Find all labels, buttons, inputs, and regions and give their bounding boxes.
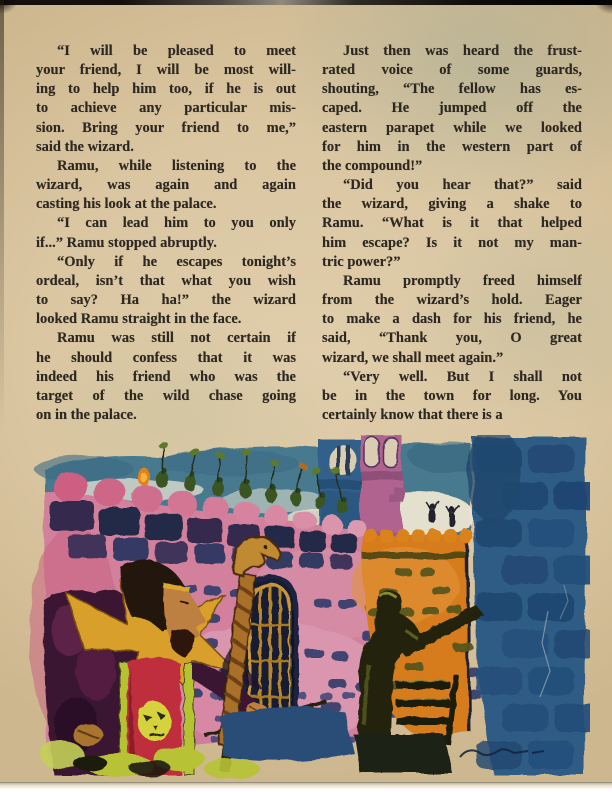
text-line: wizard, was again and again — [36, 177, 296, 194]
text-line: said the wizard. — [36, 138, 134, 155]
text-line: shouting, “The fellow has es- — [322, 81, 582, 98]
story-text-columns — [36, 42, 582, 434]
text-line: the compound!” — [322, 157, 423, 174]
scan-corner-mark-right — [594, 0, 612, 14]
text-line: “Did you hear that?” said — [343, 177, 582, 194]
text-line: to say? Ha ha!” the wizard — [36, 292, 296, 309]
left-column — [36, 42, 296, 434]
text-line: Ramu, while listening to the — [57, 157, 296, 174]
text-line: if...” Ramu stopped abruptly. — [36, 234, 217, 251]
text-line: on in the palace. — [36, 406, 137, 423]
text-line: “Only if he escapes tonight’s — [57, 253, 296, 270]
text-line: looked Ramu straight in the face. — [36, 311, 242, 328]
text-line: be in the town for long. You — [322, 387, 582, 404]
scan-top-edge — [0, 0, 612, 5]
text-line: to make a dash for his friend, he — [322, 311, 582, 328]
text-line: for him in the western part of — [322, 138, 582, 155]
text-line: certainly know that there is a — [322, 406, 503, 423]
text-line: casting his look at the palace. — [36, 196, 217, 213]
story-paragraph — [322, 272, 582, 368]
text-line: Ramu was still not certain if — [57, 330, 296, 347]
story-paragraph — [36, 329, 296, 425]
text-line: your friend, I will be most will- — [36, 62, 296, 79]
text-line: “I will be pleased to meet — [57, 43, 296, 59]
text-line: rated voice of some guards, — [322, 62, 582, 79]
right-column — [322, 42, 582, 434]
text-line: caped. He jumped off the — [322, 100, 582, 117]
text-line: “Very well. But I shall not — [343, 368, 582, 385]
story-paragraph — [36, 214, 296, 252]
text-line: Ramu promptly freed himself — [343, 272, 582, 289]
text-line: he should confess that it was — [36, 349, 296, 366]
text-line: ordeal, isn’t that what you wish — [36, 272, 296, 289]
story-paragraph — [322, 368, 582, 425]
story-paragraph — [322, 176, 582, 272]
story-paragraph — [36, 253, 296, 330]
story-paragraph — [36, 157, 296, 214]
story-paragraph — [36, 42, 296, 157]
text-line: tric power?” — [322, 253, 401, 270]
story-paragraph — [322, 42, 582, 176]
text-line: eastern parapet while we looked — [322, 119, 582, 136]
text-line: sion. Bring your friend to me,” — [36, 119, 296, 136]
text-line: from the wizard’s hold. Eager — [322, 292, 582, 309]
text-line: to achieve any particular mis- — [36, 100, 296, 117]
text-line: “I can lead him to you only — [57, 215, 296, 232]
text-line: Ramu. “What is it that helped — [322, 215, 582, 232]
text-line: the wizard, giving a shake to — [322, 196, 582, 213]
scan-bottom-edge — [0, 782, 612, 792]
text-line: Just then was heard the frust- — [343, 43, 582, 59]
text-line: said, “Thank you, O great — [322, 330, 582, 347]
text-line: target of the wild chase going — [36, 387, 296, 404]
text-line: ing to help him too, if he is out — [36, 81, 296, 98]
story-illustration — [24, 435, 590, 780]
scan-left-edge — [0, 0, 4, 430]
text-line: indeed his friend who was the — [36, 368, 296, 385]
text-line: him escape? Is it not my man- — [322, 234, 582, 251]
text-line: wizard, we shall meet again.” — [322, 349, 504, 366]
